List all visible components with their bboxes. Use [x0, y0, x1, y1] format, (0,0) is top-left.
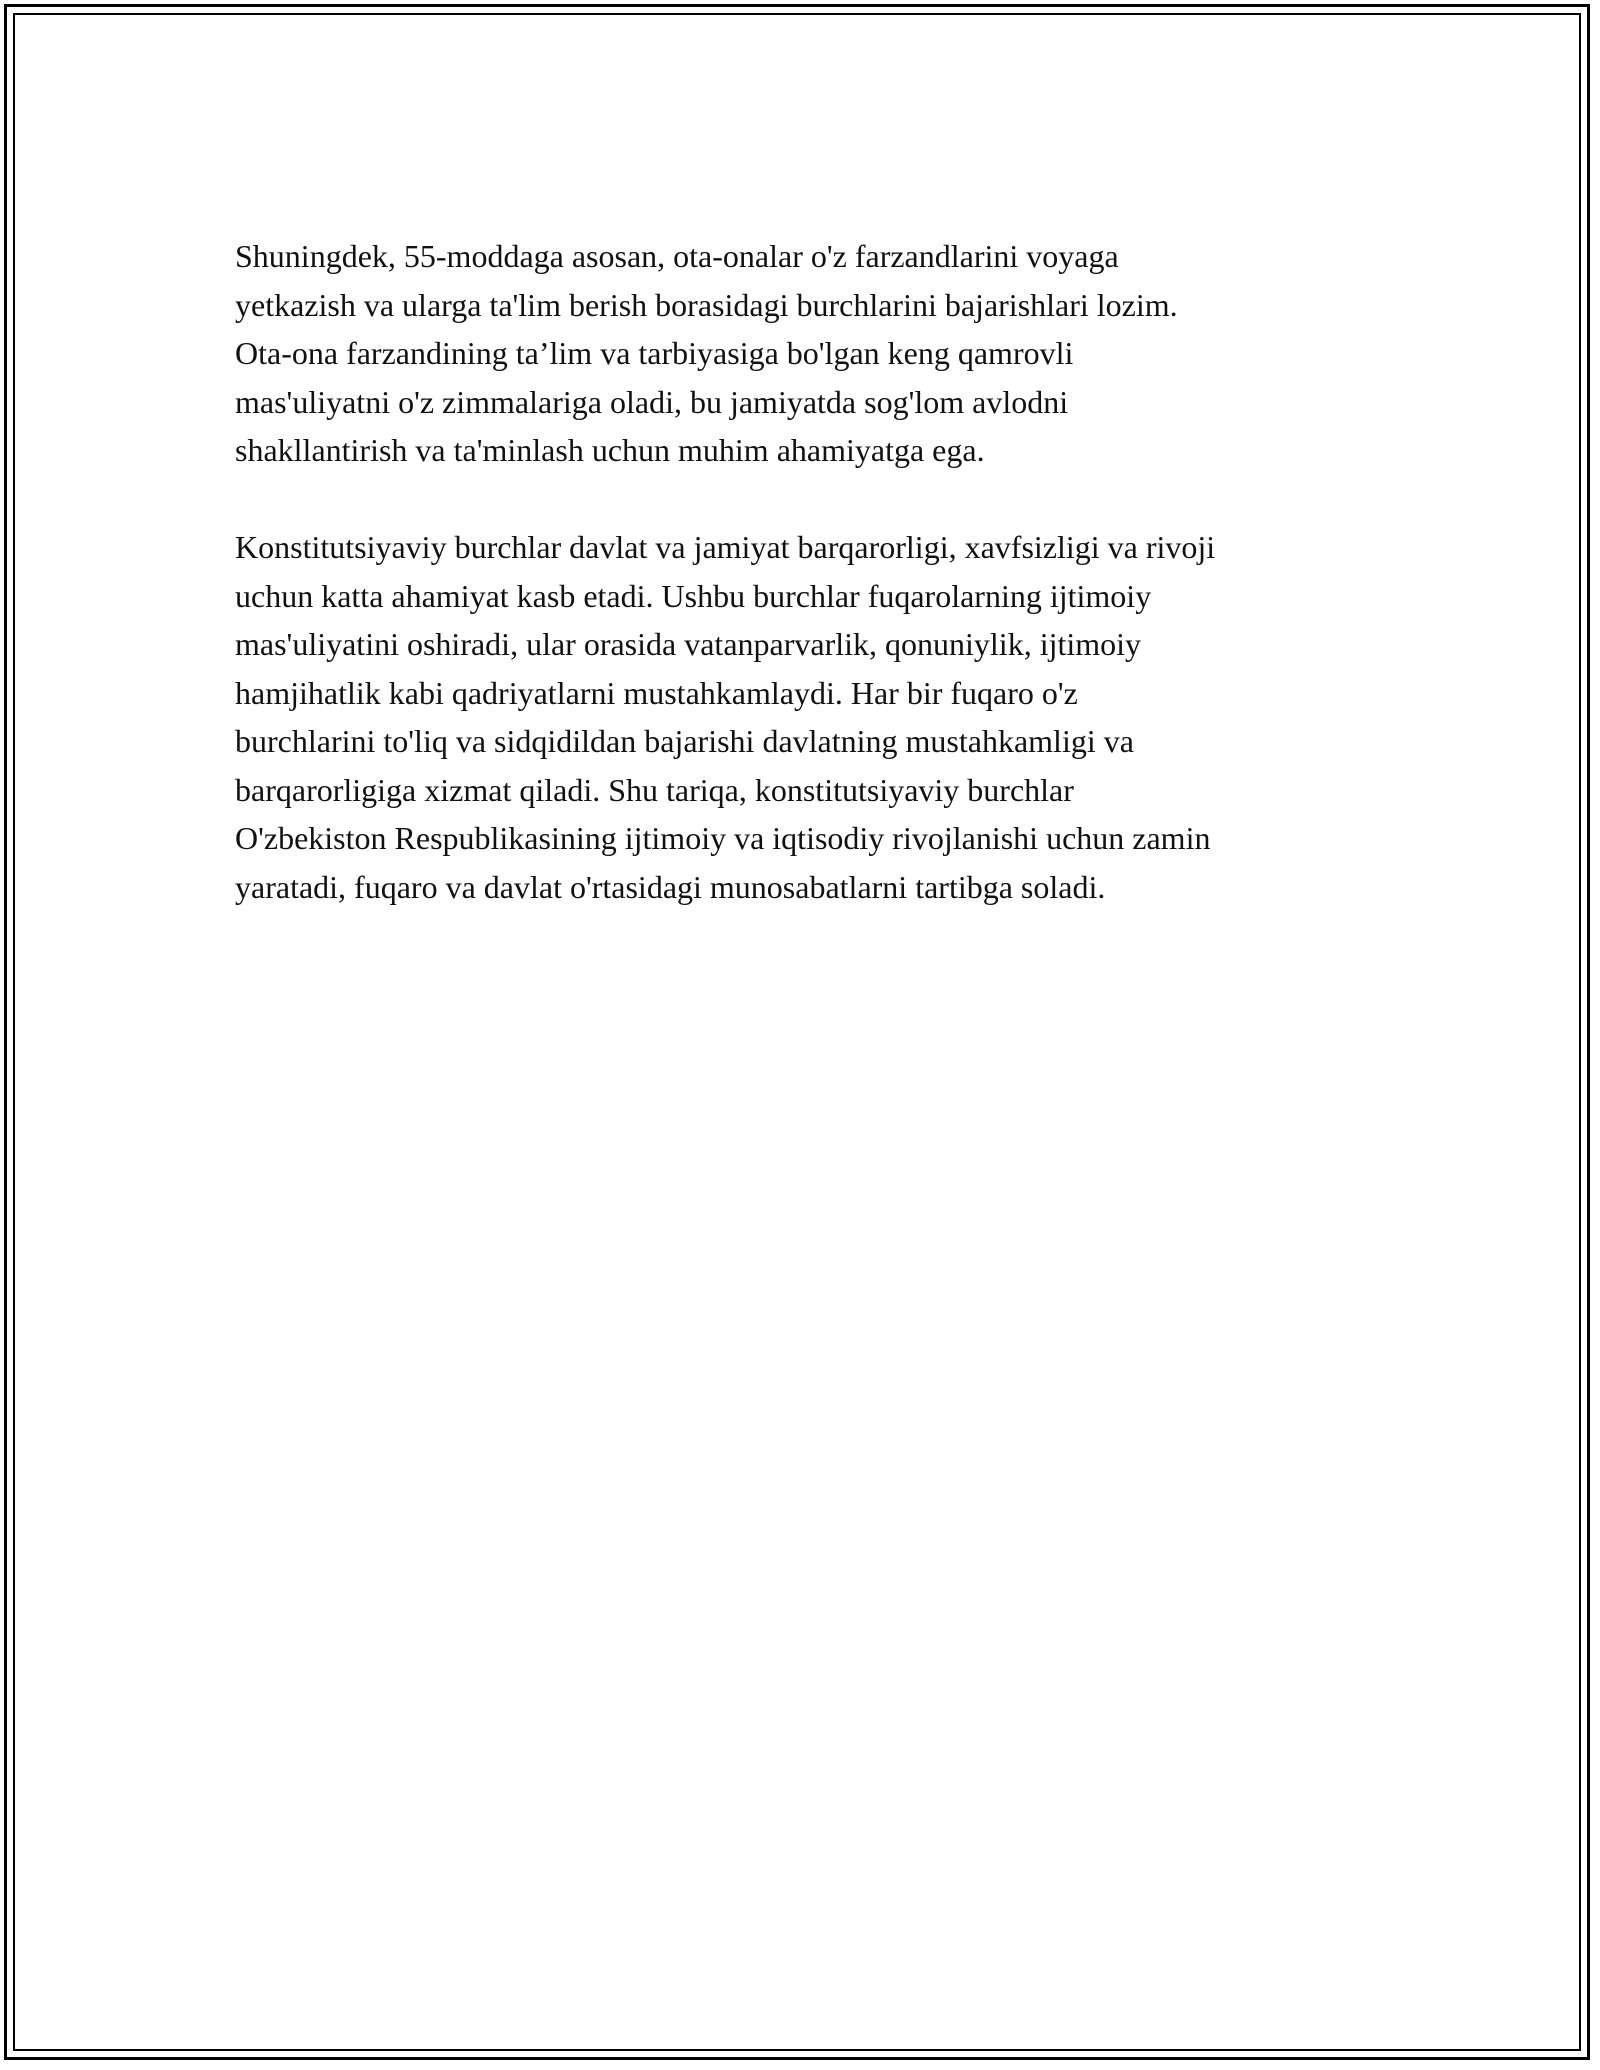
text-line: mas'uliyatni o'z zimmalariga oladi, bu jamiyatda sog'lom avlodni [235, 383, 1069, 420]
text-line: barqarorligiga xizmat qiladi. Shu tariqa, konstitutsiyaviy burchlar [235, 771, 1074, 808]
text-line: burchlarini to'liq va sidqidildan bajarishi davlatning mustahkamligi va [235, 723, 1134, 759]
text-line: Shuningdek, 55-moddaga asosan, ota-onalar o'z farzandlarini voyaga [235, 238, 1119, 274]
text-line: mas'uliyatini oshiradi, ular orasida vatanparvarlik, qonuniylik, ijtimoiy [235, 626, 1142, 662]
text-line: uchun katta ahamiyat kasb etadi. Ushbu burchlar fuqarolarning ijtimoiy [235, 577, 1152, 614]
text-line: yetkazish va ularga ta'lim berish borasidagi burchlarini bajarishlari lozim. [235, 286, 1178, 323]
paragraph-2 [235, 523, 1415, 911]
document-body [235, 232, 1415, 911]
text-line: shakllantirish va ta'minlash uchun muhim ahamiyatga ega. [235, 432, 985, 468]
paragraph-1 [235, 232, 1415, 475]
text-line: Konstitutsiyaviy burchlar davlat va jamiyat barqarorligi, xavfsizligi va rivoji [235, 529, 1216, 565]
text-line: yaratadi, fuqaro va davlat o'rtasidagi munosabatlarni tartibga soladi. [235, 868, 1106, 905]
text-line: hamjihatlik kabi qadriyatlarni mustahkamlaydi. Har bir fuqaro o'z [235, 674, 1078, 711]
text-line: Ota-ona farzandining ta’lim va tarbiyasiga bo'lgan keng qamrovli [235, 335, 1074, 371]
text-line: O'zbekiston Respublikasining ijtimoiy va iqtisodiy rivojlanishi uchun zamin [235, 820, 1211, 856]
